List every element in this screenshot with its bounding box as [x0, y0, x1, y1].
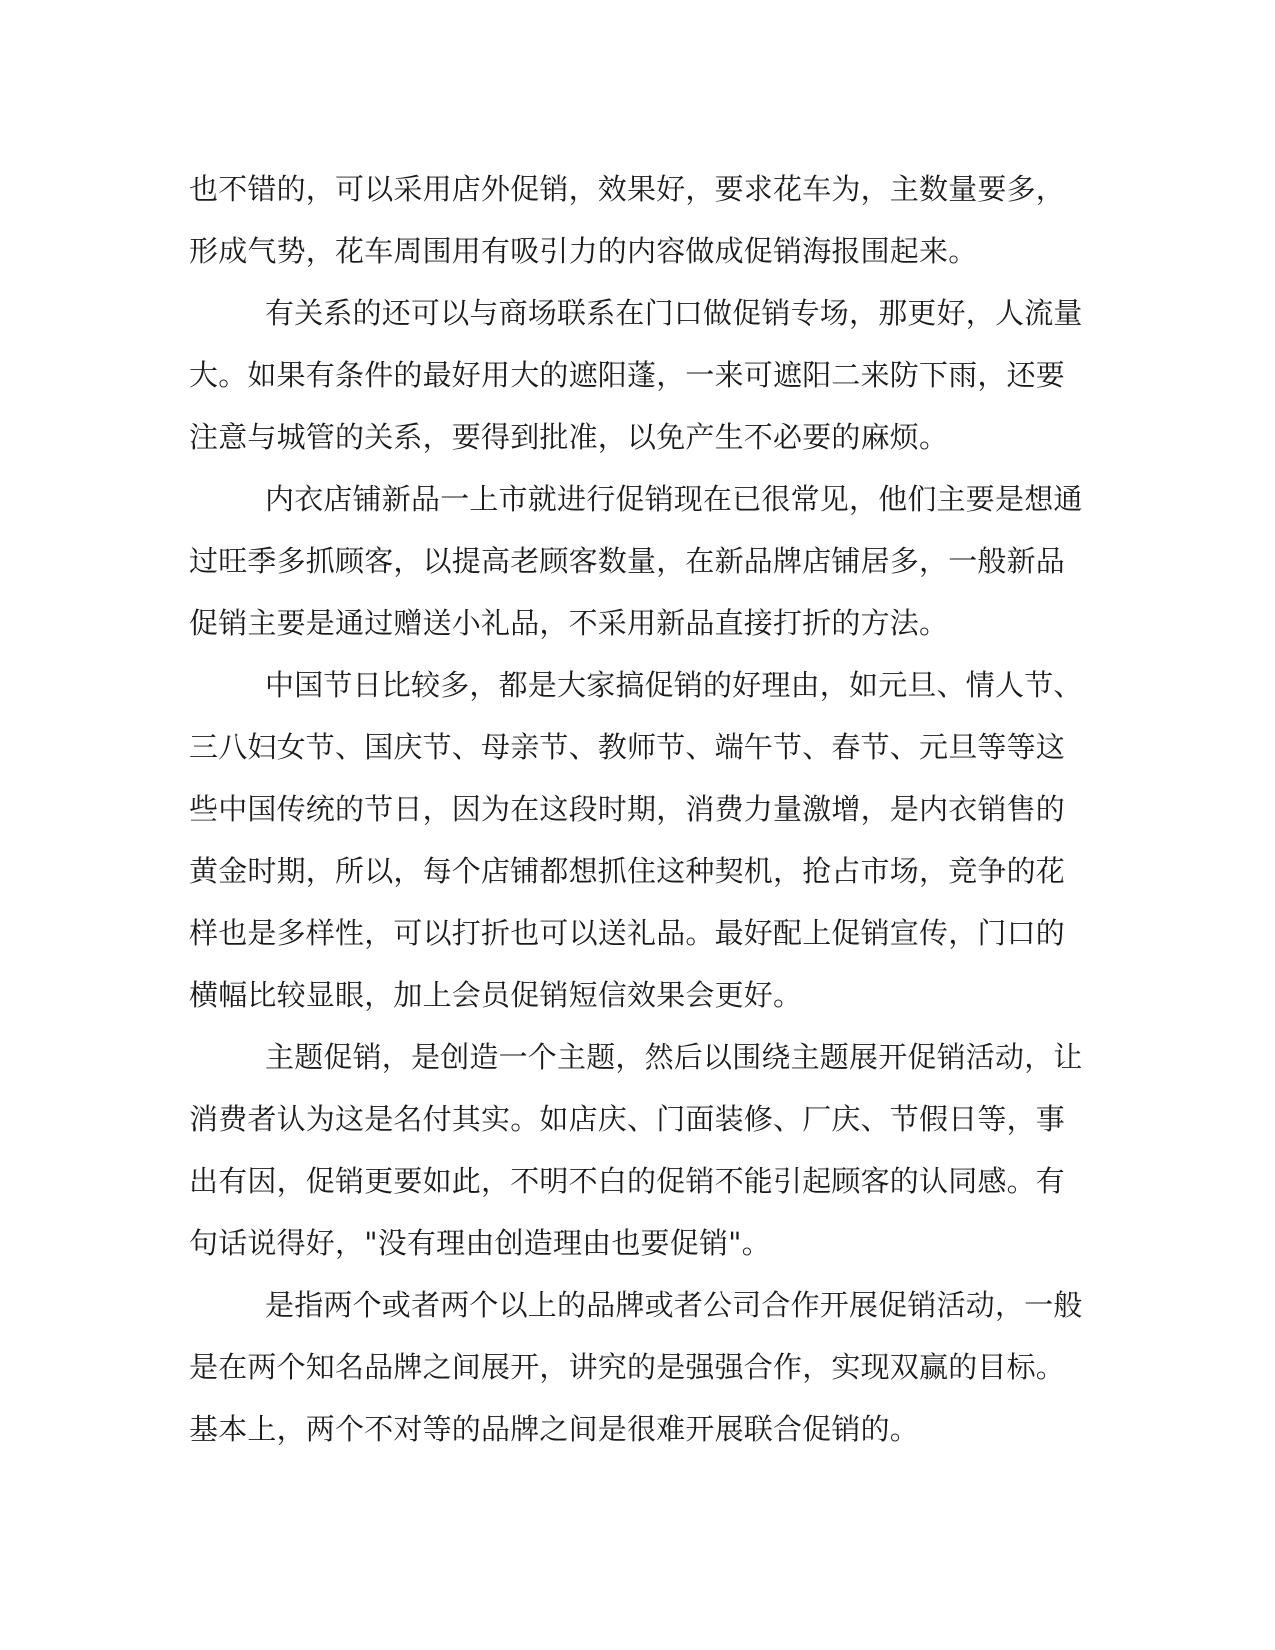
paragraph-line: 三八妇女节、国庆节、母亲节、教师节、端午节、春节、元旦等等这: [189, 730, 1066, 764]
paragraph-line: 促销主要是通过赠送小礼品，不采用新品直接打折的方法。: [189, 606, 949, 640]
paragraph-line: 过旺季多抓顾客，以提高老顾客数量，在新品牌店铺居多，一般新品: [189, 544, 1066, 578]
paragraph-line: 些中国传统的节日，因为在这段时期，消费力量激增，是内衣销售的: [189, 792, 1066, 826]
paragraph-line: 是指两个或者两个以上的品牌或者公司合作开展促销活动，一般: [265, 1288, 1083, 1322]
paragraph-line: 句话说得好，"没有理由创造理由也要促销"。: [189, 1226, 771, 1260]
paragraph-line: 消费者认为这是名付其实。如店庆、门面装修、厂庆、节假日等，事: [189, 1102, 1066, 1136]
document-body: [189, 158, 1083, 1460]
paragraph-line: 横幅比较显眼，加上会员促销短信效果会更好。: [189, 978, 803, 1012]
paragraph-line: 出有因，促销更要如此，不明不白的促销不能引起顾客的认同感。有: [189, 1164, 1066, 1198]
paragraph-line: 主题促销，是创造一个主题，然后以围绕主题展开促销活动，让: [265, 1040, 1083, 1074]
paragraph-line: 中国节日比较多，都是大家搞促销的好理由，如元旦、情人节、: [265, 668, 1083, 702]
paragraph-line: 黄金时期，所以，每个店铺都想抓住这种契机，抢占市场，竞争的花: [189, 854, 1066, 888]
paragraph-line: 是在两个知名品牌之间展开，讲究的是强强合作，实现双赢的目标。: [189, 1350, 1066, 1384]
paragraph-line: 有关系的还可以与商场联系在门口做促销专场，那更好，人流量: [265, 296, 1083, 330]
paragraph-line: 基本上，两个不对等的品牌之间是很难开展联合促销的。: [189, 1412, 920, 1446]
paragraph-line: 内衣店铺新品一上市就进行促销现在已很常见，他们主要是想通: [265, 482, 1083, 516]
paragraph-line: 样也是多样性，可以打折也可以送礼品。最好配上促销宣传，门口的: [189, 916, 1066, 950]
paragraph-line: 形成气势，花车周围用有吸引力的内容做成促销海报围起来。: [189, 234, 978, 268]
paragraph-line: 大。如果有条件的最好用大的遮阳蓬，一来可遮阳二来防下雨，还要: [189, 358, 1066, 392]
paragraph-line: 注意与城管的关系，要得到批准，以免产生不必要的麻烦。: [189, 420, 949, 454]
paragraph-line: 也不错的，可以采用店外促销，效果好，要求花车为，主数量要多，: [189, 172, 1066, 206]
